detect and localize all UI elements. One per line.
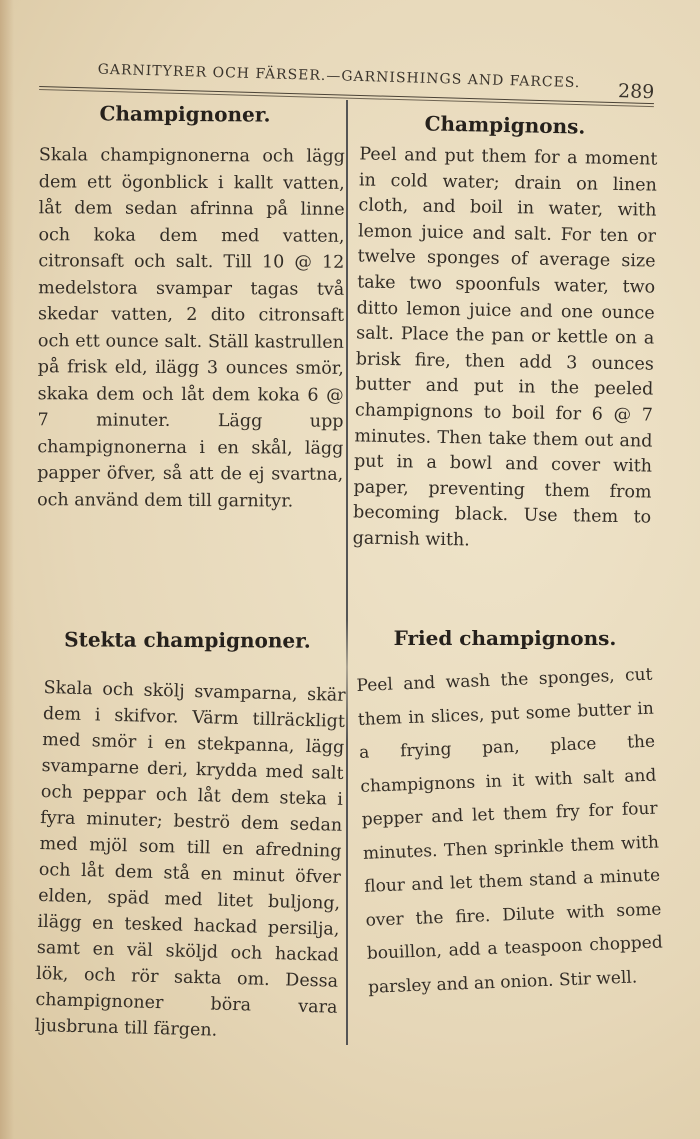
page-number: 289 — [617, 80, 655, 104]
english-recipe-2-text: Peel and wash the sponges, cut them in slices, put some butter in a frying pan, place the champignons in it with salt and pepper and let them fry for four minutes. Then sprinkle them with flour and let them stand a minute over the fire. Dilute with some bouillon, add a teaspoon chopped parsley and an onion. Stir well. — [356, 664, 664, 998]
swedish-recipe-2-text: Skala och skölj svamparna, skär dem i skifvor. Värm tillräckligt med smör i en stekpanna, lägg svamparne deri, krydda med salt och peppar och låt dem steka i fyra minuter; beströ dem sedan med mjöl som till en afredning och låt dem stå en minut öfver elden, späd med litet buljong, ilägg en tesked hackad persilja, samt en väl sköljd och hackad lök, och rör sakta om. Dessa champignoner böra vara ljusbruna till färgen. — [34, 677, 346, 1041]
swedish-recipe-1-heading: Champignoner. — [99, 101, 271, 127]
running-head-title: GARNITYRER OCH FÄRSER.—GARNISHINGS AND FARCES. — [97, 61, 581, 92]
english-recipe-1-heading: Champignons. — [424, 111, 586, 139]
page-edge-shadow — [0, 0, 14, 1139]
column-divider — [346, 100, 348, 1045]
swedish-recipe-1-text: Skala champignonerna och lägg dem ett ögonblick i kallt vatten, låt dem sedan afrinna på linne och koka dem med vatten, citronsaft och salt. Till 10 @ 12 medelstora svampar tagas två skedar vatten, 2 dito citronsaft och ett ounce salt. Ställ kastrullen på frisk eld, ilägg 3 ounces smör, skaka dem och låt dem koka 6 @ 7 minuter. Lägg upp champignonerna i en skål, lägg papper öfver, så att de ej svartna, och använd dem till garnityr. — [37, 145, 345, 512]
english-recipe-1-text: Peel and put them for a moment in cold water; drain on linen cloth, and boil in water, with lemon juice and salt. For ten or twelve sponges of average size take two spoonfuls water, two ditto lemon juice and one ounce salt. Place the pan or kettle on a brisk fire, then add 3 ounces butter and put in the peeled champignons to boil for 6 @ 7 minutes. Then take them out and put in a bowl and cover with paper, preventing them from becoming black. Use them to garnish with. — [352, 144, 658, 551]
english-recipe-2-heading: Fried champignons. — [393, 626, 617, 650]
swedish-recipe-2-heading: Stekta champignoner. — [64, 627, 311, 653]
